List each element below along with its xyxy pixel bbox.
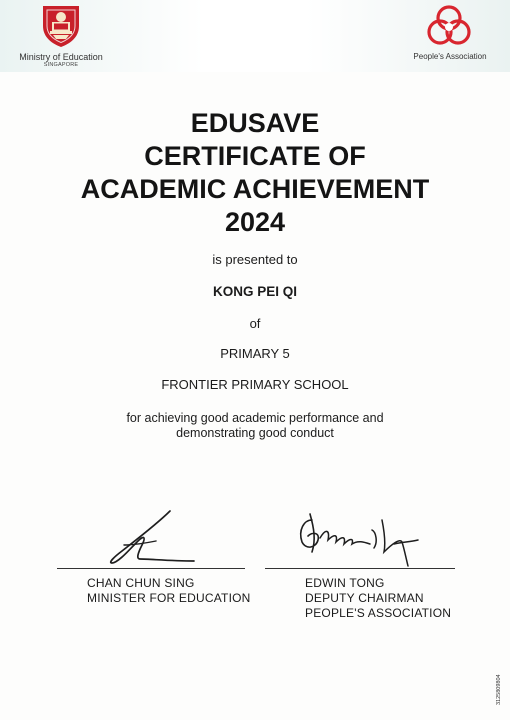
pa-name: People's Association (413, 52, 487, 61)
serial-number: 3125809804 (496, 674, 502, 705)
moe-crest-logo (39, 4, 83, 48)
signatory-right-title-1: DEPUTY CHAIRMAN (305, 591, 424, 605)
signature-left (100, 505, 200, 569)
title-line-1: EDUSAVE (190, 108, 320, 138)
signatory-left-title: MINISTER FOR EDUCATION (87, 591, 251, 605)
recipient-name: KONG PEI QI (212, 284, 297, 299)
level-text: PRIMARY 5 (220, 346, 290, 361)
moe-name: Ministry of Education (19, 52, 103, 62)
signature-right (290, 508, 430, 570)
presented-text: is presented to (212, 252, 298, 267)
title-line-3: ACADEMIC ACHIEVEMENT (80, 174, 430, 204)
signatory-right (305, 576, 451, 621)
reason-line-2: demonstrating good conduct (176, 426, 334, 440)
signatory-left (87, 576, 251, 606)
signatory-right-title-2: PEOPLE'S ASSOCIATION (305, 606, 452, 620)
of-text: of (249, 316, 261, 331)
reason-line-1: for achieving good academic performance and (126, 411, 384, 425)
school-name: FRONTIER PRIMARY SCHOOL (161, 377, 349, 392)
signature-line-right (265, 568, 455, 569)
pa-logo (424, 2, 474, 52)
moe-subtitle: SINGAPORE (43, 62, 79, 68)
signatory-left-name: CHAN CHUN SING (87, 576, 195, 590)
signatory-right-name: EDWIN TONG (305, 576, 385, 590)
signature-line-left (57, 568, 245, 569)
title-year: 2024 (224, 207, 286, 237)
title-line-2: CERTIFICATE OF (144, 141, 366, 171)
